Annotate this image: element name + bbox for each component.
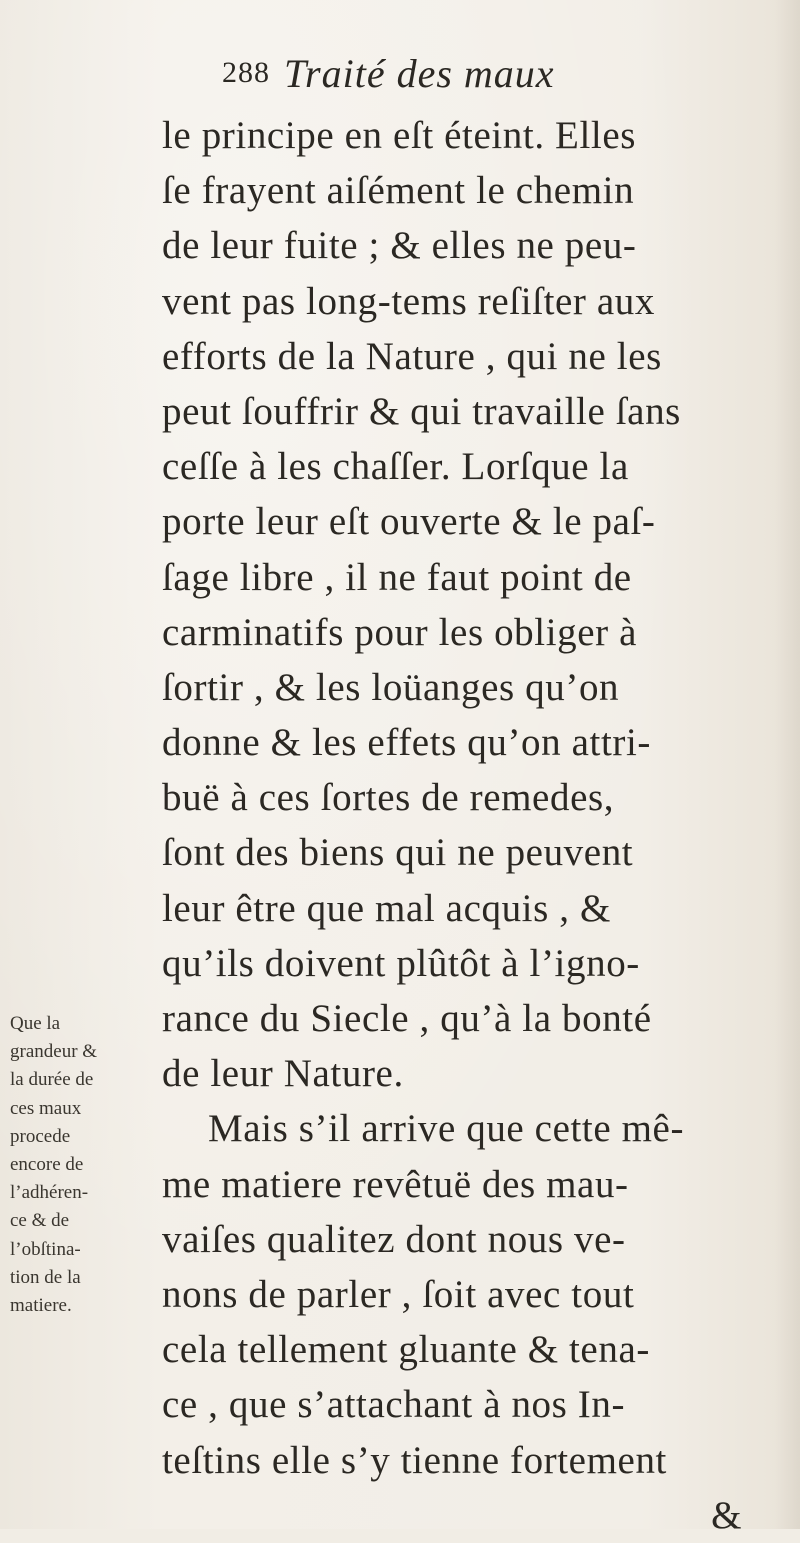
margin-note-line: l’adhéren- — [10, 1182, 89, 1204]
catchword: & — [711, 1493, 742, 1537]
text-line: de leur Nature. — [162, 1052, 404, 1096]
text-line: efforts de la Nature , qui ne les — [162, 334, 662, 378]
page-edge-shadow — [774, 0, 800, 1529]
paragraph-start-line: Mais s’il arrive que cette mê- — [208, 1107, 685, 1151]
page-number: 288 — [222, 56, 270, 89]
text-line: ſe frayent aiſément le chemin — [162, 169, 635, 213]
margin-note-line: tion de la — [10, 1266, 81, 1288]
text-line: rance du Siecle , qu’à la bonté — [162, 997, 652, 1040]
text-line: vent pas long-tems reſiſter aux — [162, 279, 655, 323]
text-line: buë à ces ſortes de remedes, — [162, 776, 615, 820]
running-head: Traité des maux — [284, 51, 555, 96]
margin-note-line: ces maux — [10, 1097, 82, 1119]
text-line: ce , que s’attachant à nos In- — [162, 1383, 626, 1427]
text-line: leur être que mal acquis , & — [162, 886, 611, 930]
text-line: vaiſes qualitez dont nous ve- — [162, 1217, 626, 1261]
text-line: ſortir , & les loüanges qu’on — [162, 665, 620, 709]
text-line: porte leur eſt ouverte & le paſ- — [162, 500, 656, 544]
text-line: me matiere revêtuë des mau- — [162, 1162, 629, 1206]
text-line: le principe en eſt éteint. Elles — [162, 114, 637, 157]
text-line: ceſſe à les chaſſer. Lorſque la — [162, 445, 629, 489]
text-line: cela tellement gluante & tena- — [162, 1328, 650, 1372]
body-text — [162, 108, 762, 1543]
text-line: qu’ils doivent plûtôt à l’igno- — [162, 941, 640, 985]
margin-note-line: grandeur & — [10, 1041, 98, 1063]
text-line: nons de parler , ſoit avec tout — [162, 1272, 635, 1316]
text-line: ſage libre , il ne faut point de — [162, 555, 632, 599]
text-line: donne & les effets qu’on attri- — [162, 721, 651, 765]
text-line: de leur fuite ; & elles ne peu- — [162, 224, 637, 268]
margin-note-line: la durée de — [10, 1069, 94, 1091]
margin-note — [10, 1010, 158, 1320]
text-line: peut ſouffrir & qui travaille ſans — [162, 389, 681, 433]
text-line: carminatifs pour les obliger à — [162, 610, 638, 654]
text-line: ſont des biens qui ne peuvent — [162, 831, 634, 875]
margin-note-line: Que la — [10, 1013, 61, 1034]
margin-note-line: procede — [10, 1125, 71, 1147]
margin-note-line: ce & de — [10, 1210, 70, 1232]
text-line: teſtins elle s’y tienne fortement — [162, 1438, 667, 1482]
margin-note-line: encore de — [10, 1153, 84, 1175]
margin-note-line: matiere. — [10, 1294, 72, 1316]
margin-note-line: l’obſtina- — [10, 1238, 81, 1260]
